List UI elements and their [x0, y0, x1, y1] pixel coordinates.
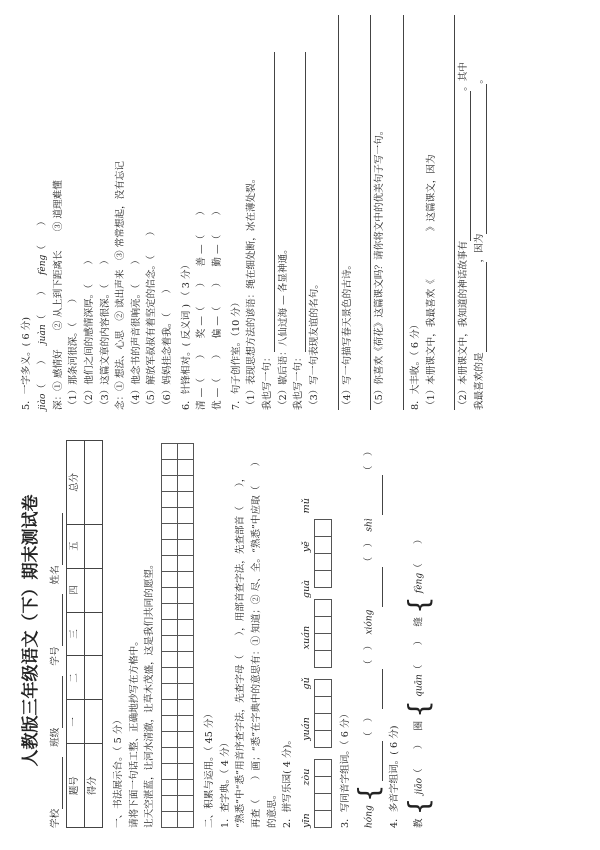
pinyin: mǔ: [301, 498, 312, 514]
question-8-title: 8．大丰收。（ 6 分）: [410, 319, 421, 410]
antonym-pair[interactable]: 善 —（ ）: [196, 206, 208, 267]
question-1-text: 的意思。: [266, 789, 278, 828]
section-one: [113, 433, 194, 828]
brace-icon: {: [401, 596, 435, 614]
copy-sentence: 让天空湛蓝，让河水清澈，让草木茂盛，这是我们共同的愿望。: [144, 559, 156, 828]
answer-box[interactable]: [314, 520, 332, 588]
q7-prompt: （3）写一句表现友谊的名句。: [309, 279, 321, 410]
score-cell[interactable]: [85, 612, 103, 656]
score-header-cell: 总分: [67, 441, 85, 525]
pinyin-answer-grids: [314, 433, 332, 828]
instruction-text: 请将下面一句话工整、正确地抄写在方格中。: [128, 636, 140, 828]
q3-row: hóng { （ ） （ ） xióng （ ） shì （ ）: [352, 446, 386, 828]
score-header-cell: 题号: [67, 744, 85, 828]
q7-answer-row: 我也写一句：: [293, 15, 306, 410]
pinyin: yě: [301, 541, 312, 553]
score-cell[interactable]: [85, 568, 103, 612]
pinyin: zòu: [301, 768, 312, 786]
score-header-cell: 四: [67, 568, 85, 612]
question-3-title: 3．写同音字组词。（ 6 分）: [339, 708, 351, 828]
pinyin: quān: [414, 674, 425, 697]
answer-blank[interactable]: [476, 84, 487, 234]
question-1-title: 1．查字典。（ 4 分）: [219, 737, 231, 828]
question-5-title: 5．一字多义。( 6 分): [21, 317, 32, 410]
pinyin: xuán: [301, 625, 312, 650]
answer-line[interactable]: [325, 15, 339, 410]
polyphone-char: 教: [413, 818, 425, 828]
score-header-cell: 五: [67, 524, 85, 568]
score-header-cell: 一: [67, 700, 85, 744]
student-no-label: 学号: [50, 594, 63, 665]
question-2-title: 2．拼写乐园( 4 分)。: [282, 735, 294, 828]
q7-prompt: （1）表现思想方法的谚语：绳在细处断，冰在薄处裂。: [246, 173, 258, 410]
polyphone-char: 圈: [413, 720, 425, 731]
pinyin: yīn: [301, 813, 312, 828]
score-table: [66, 440, 103, 828]
q5-item: （6）妈妈挂念着我。（ ）: [162, 283, 174, 410]
answer-line[interactable]: [357, 15, 371, 410]
answer-blank[interactable]: [264, 52, 275, 352]
score-cell[interactable]: [85, 656, 103, 700]
question-1-text: “熟悉”中“悉”用音序查字法，先查字母（ ），用部首查字法，先查部首（ ），: [235, 472, 247, 828]
pinyin: fèng: [414, 572, 425, 594]
question-4-title: 4．多音字组词。( 6 分): [389, 725, 401, 828]
score-cell[interactable]: [85, 700, 103, 744]
right-column: [18, 15, 586, 410]
pinyin-row: [301, 498, 314, 828]
student-info-row: [50, 433, 63, 828]
definitions: 念：① 想法、心思 ② 读出声来 ③ 常常想起，没有忘记: [115, 161, 127, 410]
antonym-pair[interactable]: 勤 —（ ）: [212, 206, 224, 267]
polyphone-char: 缝: [413, 617, 425, 627]
q8-prompt: 我最喜欢的是，因为。: [473, 74, 485, 410]
q5-item: （5）解放军叔叔有着坚定的信念。（ ）: [146, 226, 158, 410]
score-cell[interactable]: [85, 524, 103, 568]
score-header-cell: 三: [67, 612, 85, 656]
antonym-pair[interactable]: 清 —（ ）: [196, 349, 208, 410]
q8-prompt: （2）本册课文中，我知道的神话故事有。其中: [458, 62, 470, 410]
q5-item: （1）那条河很深。（ ）: [68, 293, 80, 410]
answer-line[interactable]: [441, 15, 455, 410]
answer-box[interactable]: [314, 680, 332, 748]
pinyin: jiāo: [414, 778, 425, 795]
q5-item: （2）他们之间的感情深厚。（ ）: [83, 255, 95, 410]
q5-item: （4）他念书的声音很响亮。（ ）: [130, 255, 142, 410]
answer-blank[interactable]: [372, 669, 383, 709]
antonym-row: [196, 15, 209, 410]
brace-icon: {: [352, 784, 386, 803]
score-row-label: 得分: [85, 744, 103, 828]
answer-blank[interactable]: [372, 475, 383, 515]
pinyin: hóng: [364, 805, 375, 828]
section-heading: 二、积累与运用。（ 45 分）: [204, 708, 216, 828]
answer-blank[interactable]: [460, 91, 471, 241]
pinyin: gǔ: [301, 677, 312, 690]
q7-answer-row: 我也写一句：: [262, 15, 275, 410]
answer-box[interactable]: [314, 760, 332, 828]
pinyin: xióng: [364, 609, 375, 635]
q8-prompt: （1）本册课文中，我最喜欢《 》这篇课文，因为: [425, 154, 437, 410]
pinyin: shì: [364, 518, 375, 532]
answer-blank[interactable]: [295, 52, 306, 352]
q5-pinyin-row: jiào（ ） juàn（ ） fèng（ ）: [36, 216, 48, 410]
page-title: 人教版三年级语文（下）期末测试卷: [21, 494, 41, 767]
class-label: 班级: [50, 676, 63, 747]
school-label: 学校: [50, 757, 63, 828]
pinyin: guà: [301, 580, 312, 599]
question-6-title: 6．针锋相对。( 反义词 ) （ 3 分）: [180, 259, 192, 410]
section-heading: 一、书法展示台。（ 5 分）: [113, 715, 125, 828]
answer-blank[interactable]: [476, 262, 487, 352]
antonym-pair[interactable]: 偏 —（ ）: [212, 277, 224, 339]
answer-blank[interactable]: [372, 567, 383, 607]
brace-icon: {: [401, 797, 435, 816]
definitions: 深：① 感情好 ② 从上到下距离长 ③ 道理难懂: [52, 180, 64, 410]
answer-blank[interactable]: [372, 741, 383, 781]
question-1-text: 再查（ ）画；“悉”在字典中的意思有：① 知道；② 尽、全。“熟悉”中应取（ ）: [251, 456, 263, 828]
antonym-pair[interactable]: 奖 —（ ）: [196, 277, 208, 339]
brace-icon: {: [401, 699, 435, 718]
q5-item: （3）这篇文章的内容很深。（ ）: [99, 255, 111, 410]
antonym-row: [212, 15, 225, 410]
pinyin: fèng: [37, 254, 48, 275]
question-7-title: 7．句子创作室。（10 分）: [230, 297, 242, 410]
pinyin: juàn: [37, 324, 48, 345]
q7-prompt: （2）歇后语：八仙过海 — 各显神通。: [277, 244, 289, 410]
q7-prompt: （4）写一句描写春天景色的古诗。: [341, 259, 353, 410]
antonym-pair[interactable]: 优 —（ ）: [212, 349, 224, 410]
pinyin: jiào: [37, 393, 48, 410]
section-two: [204, 433, 433, 828]
name-label: 姓名: [50, 513, 63, 584]
q4-row: 教 { jiāo（ ） 圈 { quān（ ） 缝 { fèng（ ）: [401, 534, 435, 828]
pinyin: yuán: [301, 717, 312, 741]
score-header-cell: 二: [67, 656, 85, 700]
left-column: [18, 433, 586, 828]
q7-prompt: （5）你喜欢《荷花》这篇课文吗？请你将文中的优美句子写一句。: [374, 125, 386, 410]
answer-box[interactable]: [314, 600, 332, 668]
answer-line[interactable]: [390, 15, 404, 410]
score-cell[interactable]: [85, 441, 103, 525]
handwriting-grid[interactable]: [161, 443, 194, 828]
